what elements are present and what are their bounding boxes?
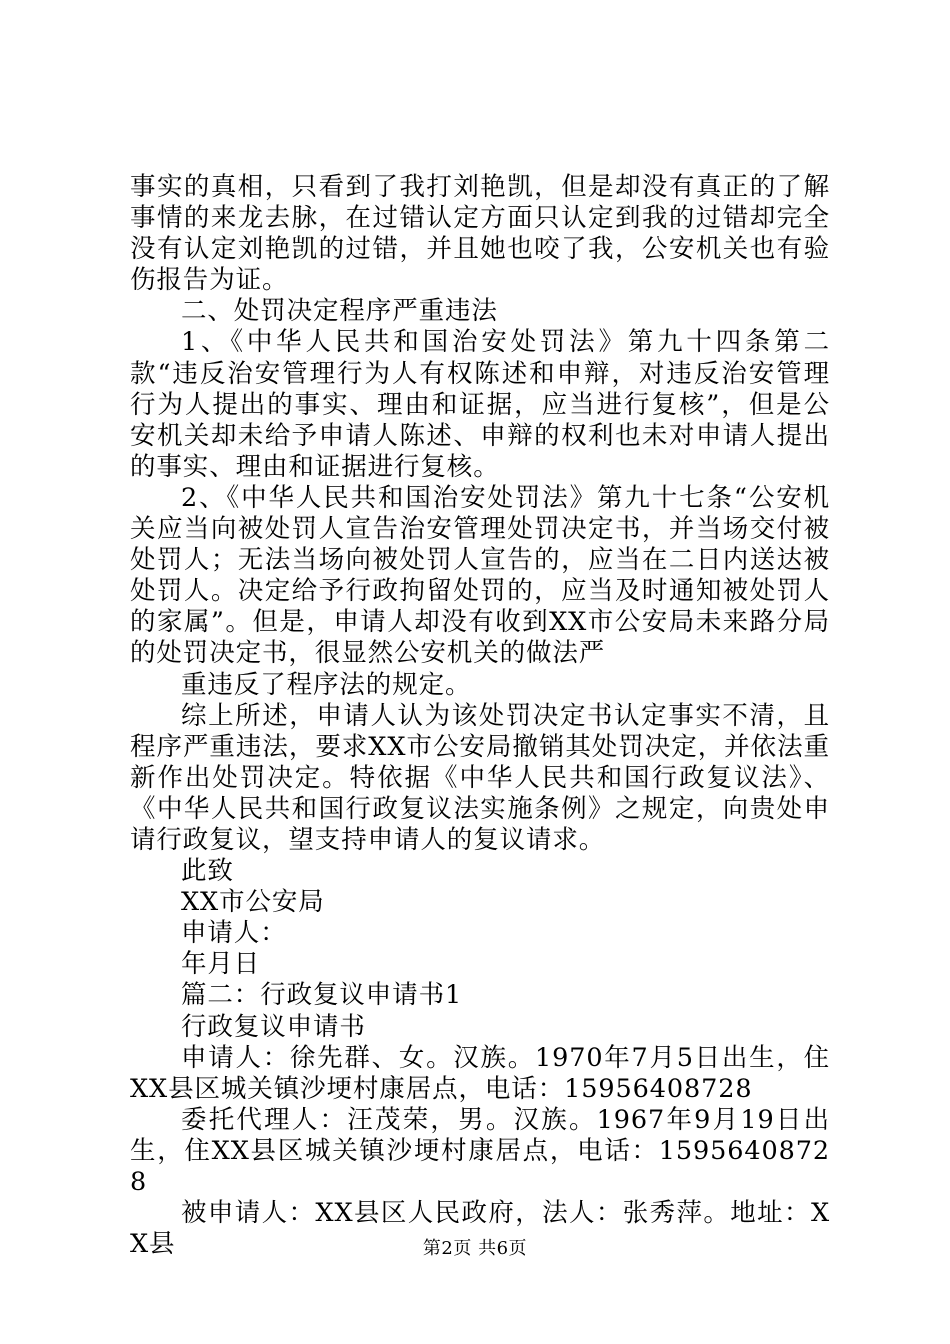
paragraph-article-97: 2、《中华人民共和国治安处罚法》第九十七条“公安机关应当向被处罚人宣告治安管理处罚决定书，并当场交付被处罚人；无法当场向被处罚人宣告的，应当在二日内送达被处罚人。决定给予行政拘留处罚的，应当及时通知被处罚人的家属”。但是，申请人却没有收到XX市公安局未来路分局的处罚决定书，很显然公安机关的做法严	[130, 482, 830, 669]
page-footer	[0, 1234, 950, 1260]
page-number: 第2页 共6页	[422, 1238, 528, 1259]
paragraph-continuation: 事实的真相，只看到了我打刘艳凯，但是却没有真正的了解事情的来龙去脉，在过错认定方面只认定到我的过错却完全没有认定刘艳凯的过错，并且她也咬了我，公安机关也有验伤报告为证。	[130, 172, 830, 296]
applicant-info: 申请人：徐先群、女。汉族。1970年7月5日出生，住XX县区城关镇沙埂村康居点，电话：15956408728	[130, 1042, 830, 1104]
recipient: XX市公安局	[181, 887, 325, 918]
agent-info: 委托代理人：汪茂荣，男。汉族。1967年9月19日出生，住XX县区城关镇沙埂村康居点，电话：15956408728	[130, 1104, 830, 1197]
applicant-signature: 申请人：	[181, 918, 287, 949]
closing-salutation: 此致	[181, 856, 234, 887]
document-body	[130, 172, 830, 1260]
section-heading-procedure: 二、处罚决定程序严重违法	[181, 296, 498, 327]
respondent-info: 被申请人：XX县区人民政府，法人：张秀萍。地址：XX县	[130, 1198, 830, 1260]
paragraph-article-94: 1、《中华人民共和国治安处罚法》第九十四条第二款“违反治安管理行为人有权陈述和申辩，对违反治安管理行为人提出的事实、理由和证据，应当进行复核”，但是公安机关却未给予申请人陈述、申辩的权利也未对申请人提出的事实、理由和证据进行复核。	[130, 327, 830, 482]
chapter-heading: 篇二：行政复议申请书1	[181, 980, 463, 1011]
date-line: 年月日	[181, 949, 261, 980]
paragraph-summary: 综上所述，申请人认为该处罚决定书认定事实不清，且程序严重违法，要求XX市公安局撤销其处罚决定，并依法重新作出处罚决定。特依据《中华人民共和国行政复议法》、《中华人民共和国行政复议法实施条例》之规定，向贵处申请行政复议，望支持申请人的复议请求。	[130, 700, 830, 855]
paragraph-procedure-violation: 重违反了程序法的规定。	[181, 669, 472, 700]
document-title: 行政复议申请书	[181, 1011, 366, 1042]
